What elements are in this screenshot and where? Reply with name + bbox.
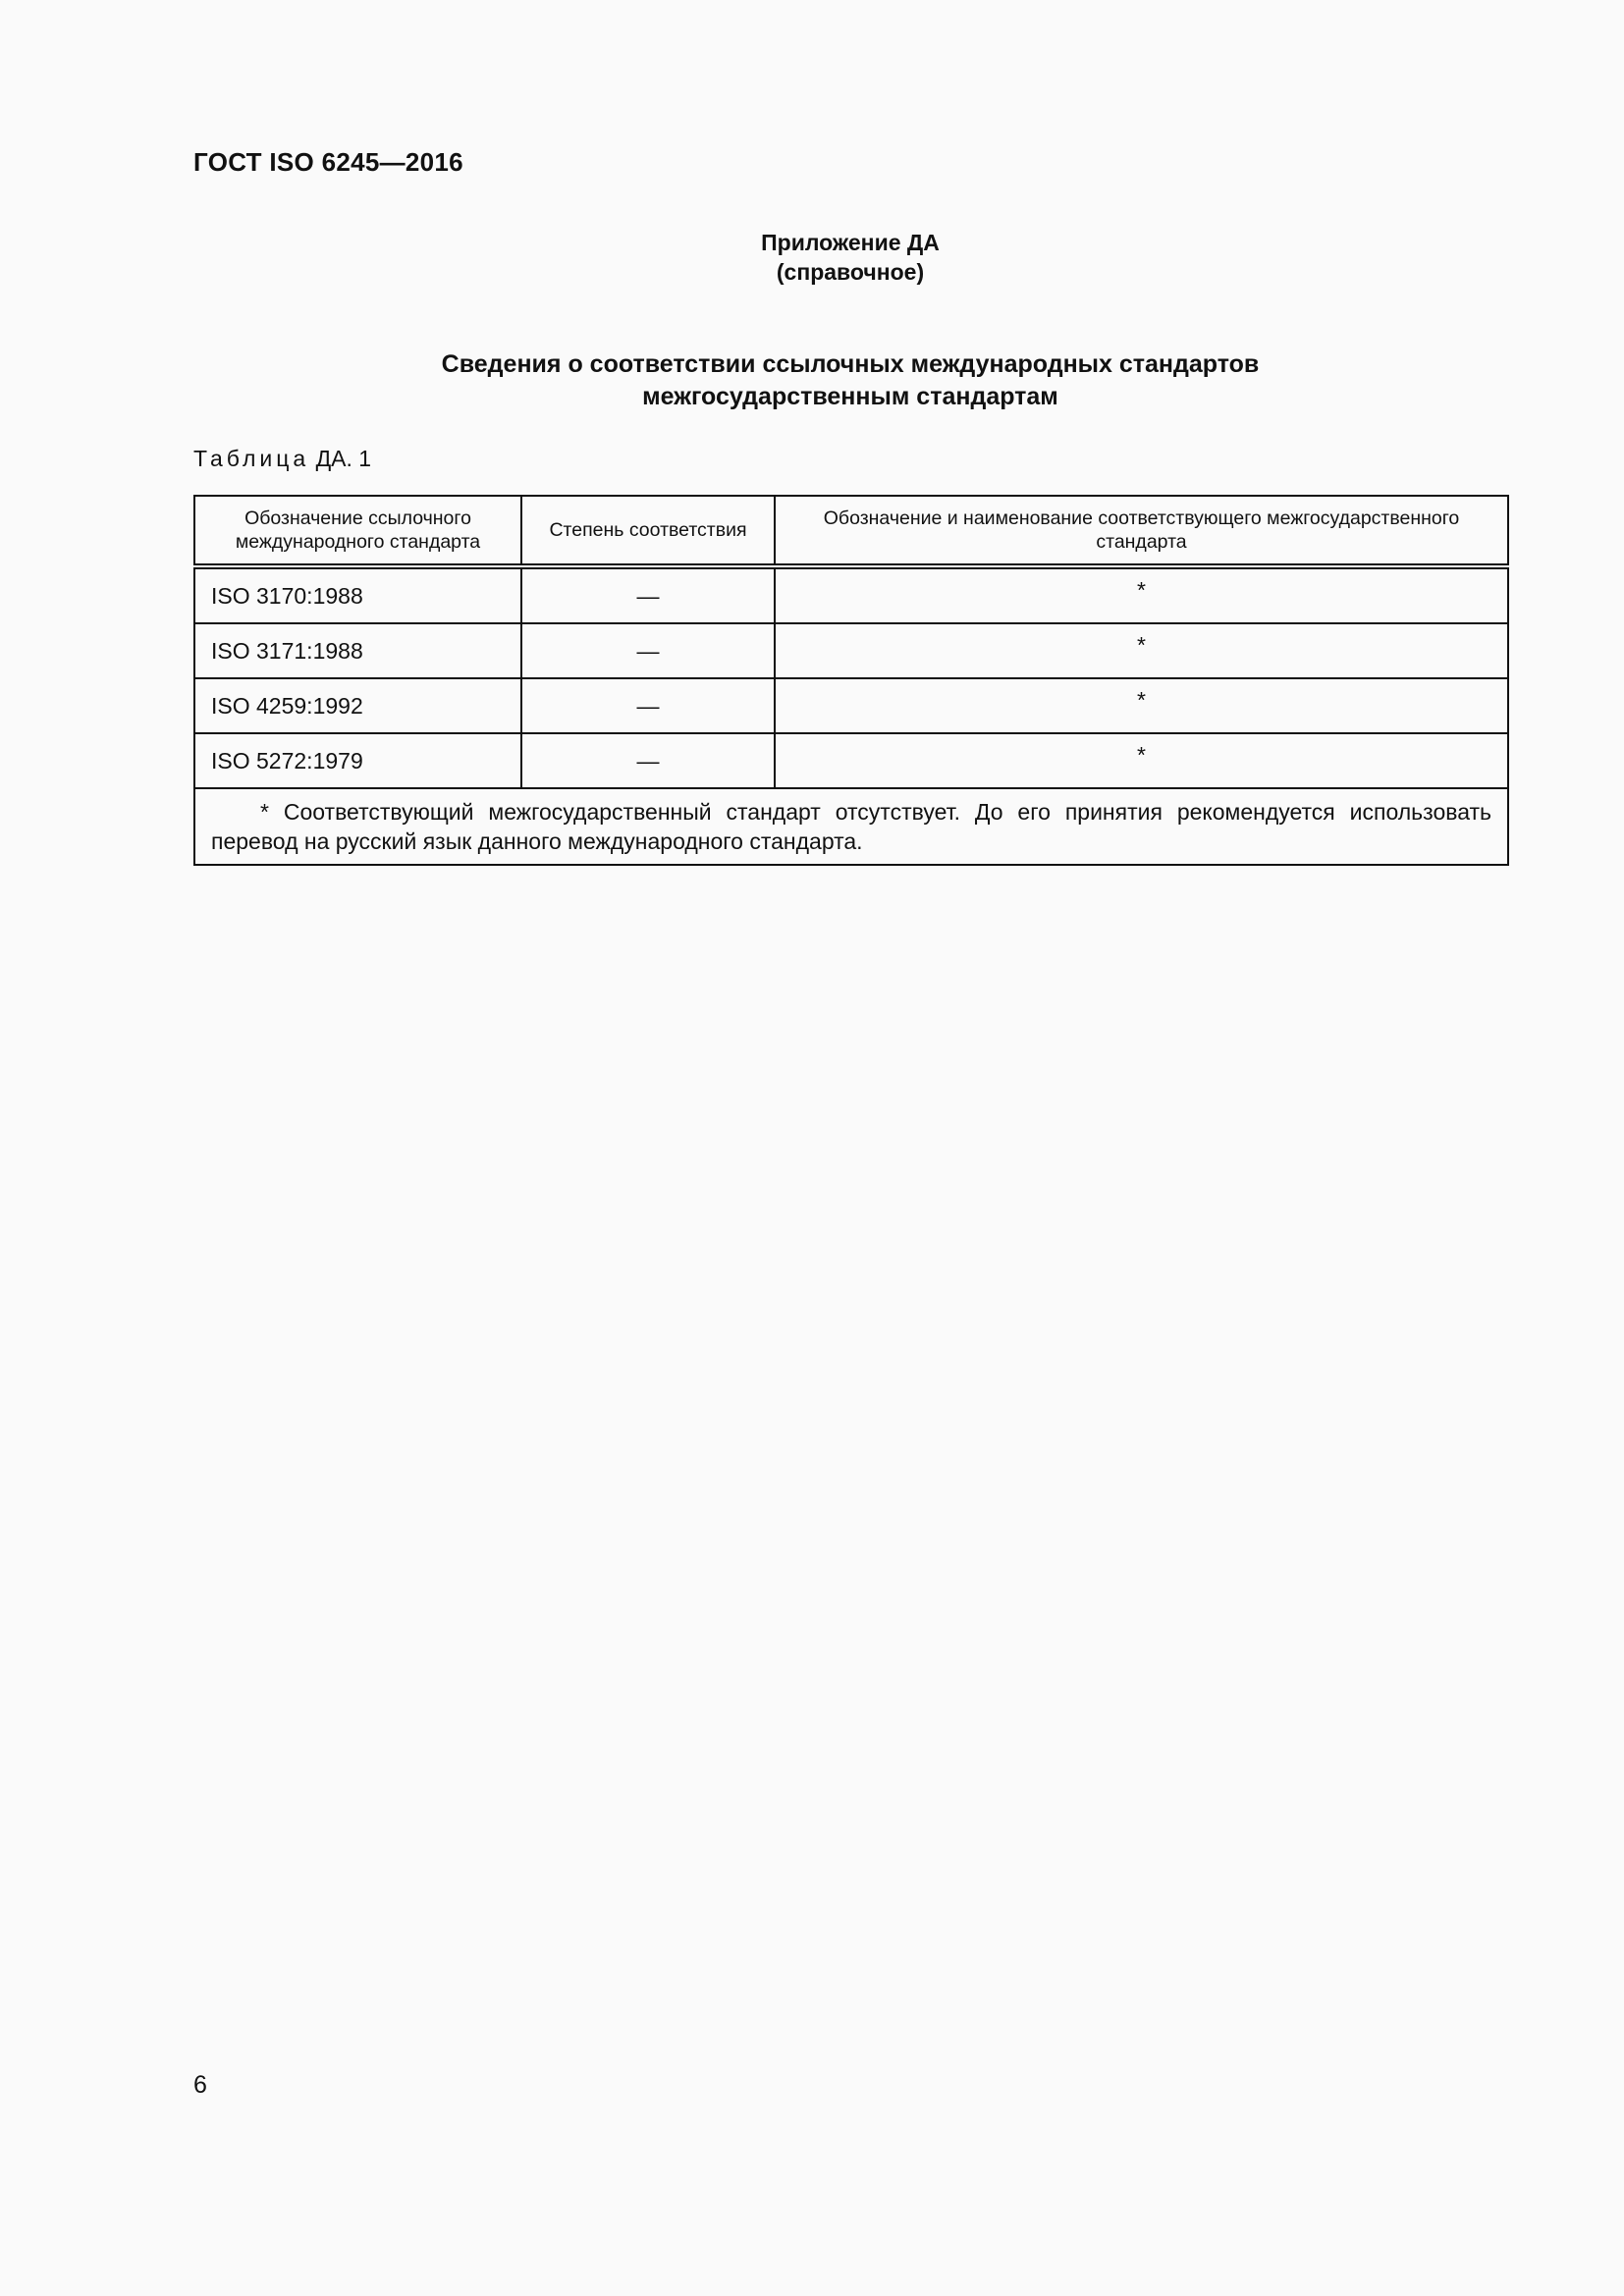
cell-degree: — [521, 733, 775, 788]
cell-interstate-standard: * [775, 678, 1508, 733]
table-caption-id: ДА. 1 [315, 446, 372, 471]
column-header-international-standard: Обозначение ссылочного международного стандарта [194, 496, 521, 566]
cell-degree: — [521, 623, 775, 678]
table-footnote [194, 788, 1508, 865]
cell-interstate-standard: * [775, 566, 1508, 623]
cell-degree: — [521, 566, 775, 623]
annex-heading [193, 228, 1507, 287]
table-header-row [194, 496, 1508, 566]
reference-standards-table [193, 495, 1509, 866]
column-header-interstate-standard: Обозначение и наименование соответствующего межгосударственного стандарта [775, 496, 1508, 566]
reference-table-container [193, 495, 1507, 866]
document-id: ГОСТ ISO 6245—2016 [193, 147, 463, 177]
section-title-line-2: межгосударственным стандартам [642, 383, 1058, 410]
section-title-line-1: Сведения о соответствии ссылочных международных стандартов [441, 350, 1260, 378]
column-header-degree: Степень соответствия [521, 496, 775, 566]
table-row [194, 678, 1508, 733]
table-footnote-text: * Соответствующий межгосударственный стандарт отсутствует. До его принятия рекомендуется использовать перевод на русский язык данного международного стандарта. [211, 799, 1491, 854]
table-caption [193, 446, 371, 472]
cell-international-standard: ISO 3170:1988 [194, 566, 521, 623]
annex-title: Приложение ДА [761, 230, 940, 255]
section-title [193, 348, 1507, 413]
table-footnote-row [194, 788, 1508, 865]
cell-international-standard: ISO 3171:1988 [194, 623, 521, 678]
cell-international-standard: ISO 5272:1979 [194, 733, 521, 788]
cell-interstate-standard: * [775, 623, 1508, 678]
table-row [194, 733, 1508, 788]
cell-interstate-standard: * [775, 733, 1508, 788]
table-caption-word: Таблица [193, 446, 310, 471]
table-row [194, 566, 1508, 623]
table-row [194, 623, 1508, 678]
annex-type: (справочное) [776, 259, 925, 285]
cell-degree: — [521, 678, 775, 733]
cell-international-standard: ISO 4259:1992 [194, 678, 521, 733]
page-number: 6 [193, 2071, 207, 2099]
